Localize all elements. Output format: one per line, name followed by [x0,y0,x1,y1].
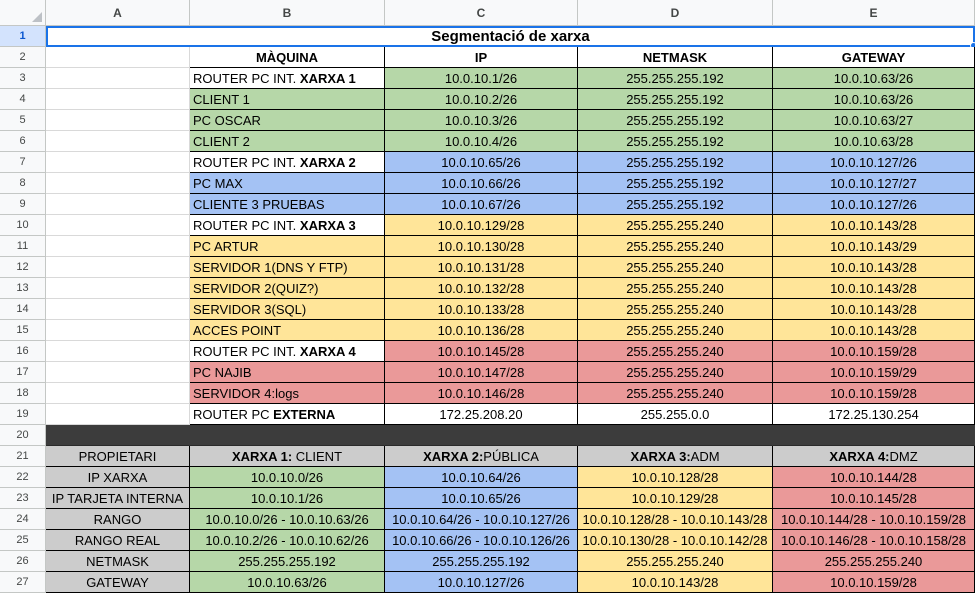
machine-gateway: 10.0.10.63/27 [833,112,914,128]
machine-name: CLIENT 1 [193,91,250,107]
machine-name-cell[interactable] [190,236,385,257]
summary-value-cell[interactable] [773,488,975,509]
separator-cell[interactable] [385,425,578,446]
summary-value-cell[interactable] [190,551,385,572]
machine-ip: 10.0.10.66/26 [441,175,521,191]
summary-row-label-cell[interactable] [46,509,190,530]
summary-value: 10.0.10.64/26 - 10.0.10.127/26 [392,511,570,527]
row-header-19[interactable]: 19 [0,404,46,425]
machine-netmask-cell[interactable] [578,341,773,362]
machine-gateway-cell[interactable] [773,152,975,173]
machine-gateway: 10.0.10.127/26 [830,196,917,212]
machine-ip-cell[interactable] [385,152,578,173]
summary-row-label: NETMASK [86,553,149,569]
machine-ip: 10.0.10.147/28 [437,364,525,380]
cell-a-empty[interactable] [46,383,190,404]
machine-ip-cell[interactable] [385,236,578,257]
machine-netmask: 255.255.255.240 [626,343,724,359]
summary-value-cell[interactable] [578,572,773,593]
network-role: ADM [690,448,720,464]
sheet-title-cell[interactable] [46,26,975,47]
summary-value-cell[interactable] [385,467,578,488]
summary-value: 10.0.10.2/26 - 10.0.10.62/26 [205,532,369,548]
machine-netmask: 255.255.255.192 [626,175,724,191]
machine-name-cell[interactable] [190,383,385,404]
network-name-bold: XARXA 1: [231,448,296,464]
table-header-cell[interactable] [578,47,773,68]
machine-netmask-cell[interactable] [578,215,773,236]
summary-row-label: RANGO REAL [74,532,161,548]
cell-a-empty[interactable] [46,278,190,299]
machine-netmask-cell[interactable] [578,173,773,194]
network-role: DMZ [889,448,918,464]
machine-ip-cell[interactable] [385,215,578,236]
machine-netmask: 255.255.255.192 [626,154,724,170]
cell-a-empty[interactable] [46,236,190,257]
summary-value-cell[interactable] [578,467,773,488]
cell-a-empty[interactable] [46,257,190,278]
machine-name: ROUTER PC INT. [193,217,300,233]
machine-name-cell[interactable] [190,68,385,89]
machine-name-bold: XARXA 2 [299,154,356,170]
summary-value-cell[interactable] [190,572,385,593]
machine-gateway-cell[interactable] [773,194,975,215]
machine-name-cell[interactable] [190,299,385,320]
table-header-cell[interactable] [190,47,385,68]
column-header-c[interactable]: C [385,0,578,26]
network-name-bold: XARXA 4: [829,448,890,464]
machine-gateway-cell[interactable] [773,383,975,404]
cell-a-empty[interactable] [46,68,190,89]
cell-a-empty[interactable] [46,152,190,173]
machine-name-cell[interactable] [190,131,385,152]
sheet-title: Segmentació de xarxa [431,28,590,45]
table-header-cell[interactable] [773,47,975,68]
machine-gateway-cell[interactable] [773,68,975,89]
machine-name: ACCES POINT [193,322,282,338]
summary-value: 10.0.10.1/26 [250,490,324,506]
row-header-1[interactable]: 1 [0,26,46,47]
summary-header-label-cell[interactable] [46,446,190,467]
row-header-4[interactable]: 4 [0,89,46,110]
machine-netmask-cell[interactable] [578,110,773,131]
machine-netmask-cell[interactable] [578,383,773,404]
machine-name: ROUTER PC INT. [193,70,300,86]
machine-gateway: 172.25.130.254 [828,406,919,422]
machine-name: ROUTER PC INT. [193,343,300,359]
select-all-corner[interactable] [0,0,46,26]
machine-gateway: 10.0.10.143/29 [830,238,917,254]
machine-name: CLIENT 2 [193,133,250,149]
machine-gateway: 10.0.10.143/28 [830,301,917,317]
machine-ip: 10.0.10.2/26 [444,91,518,107]
machine-ip-cell[interactable] [385,68,578,89]
machine-gateway-cell[interactable] [773,215,975,236]
machine-ip-cell[interactable] [385,299,578,320]
summary-value-cell[interactable] [385,551,578,572]
row-header-18[interactable]: 18 [0,383,46,404]
row-header-26[interactable]: 26 [0,551,46,572]
summary-value: 10.0.10.0/26 [250,469,324,485]
machine-gateway-cell[interactable] [773,131,975,152]
summary-value: 255.255.255.240 [824,553,923,569]
machine-ip: 10.0.10.132/28 [437,280,525,296]
machine-netmask: 255.255.255.240 [626,259,724,275]
machine-netmask: 255.255.255.192 [626,196,724,212]
network-role: PÚBLICA [483,448,539,464]
machine-netmask-cell[interactable] [578,362,773,383]
select-all-icon [32,12,42,22]
machine-gateway: 10.0.10.143/28 [830,322,917,338]
summary-row-label: IP TARJETA INTERNA [51,490,184,506]
machine-name: PC ARTUR [193,238,259,254]
summary-value: 10.0.10.65/26 [441,490,521,506]
machine-ip-cell[interactable] [385,257,578,278]
machine-name-cell[interactable] [190,194,385,215]
machine-ip-cell[interactable] [385,362,578,383]
summary-value: 10.0.10.127/26 [437,574,525,590]
summary-value-cell[interactable] [385,530,578,551]
row-header-24[interactable]: 24 [0,509,46,530]
machine-ip-cell[interactable] [385,383,578,404]
row-header-25[interactable]: 25 [0,530,46,551]
machine-gateway: 10.0.10.159/29 [830,364,917,380]
summary-value-cell[interactable] [773,509,975,530]
machine-name-cell[interactable] [190,278,385,299]
summary-value-cell[interactable] [578,488,773,509]
separator-cell[interactable] [578,425,773,446]
machine-netmask-cell[interactable] [578,152,773,173]
summary-value-cell[interactable] [385,488,578,509]
summary-value-cell[interactable] [190,488,385,509]
machine-netmask-cell[interactable] [578,236,773,257]
row-header-15[interactable]: 15 [0,320,46,341]
machine-name: ROUTER PC INT. [193,154,300,170]
column-header-e[interactable]: E [773,0,975,26]
row-header-7[interactable]: 7 [0,152,46,173]
cell-a2[interactable] [46,47,190,68]
summary-value: 10.0.10.144/28 - 10.0.10.159/28 [780,511,967,527]
machine-ip: 10.0.10.3/26 [444,112,518,128]
machine-ip: 172.25.208.20 [439,406,523,422]
machine-netmask-cell[interactable] [578,89,773,110]
column-header-b[interactable]: B [190,0,385,26]
machine-gateway-cell[interactable] [773,236,975,257]
machine-name: PC MAX [193,175,243,191]
summary-value-cell[interactable] [385,572,578,593]
machine-netmask: 255.255.255.192 [626,133,724,149]
summary-value: 10.0.10.145/28 [830,490,917,506]
table-header-label: NETMASK [642,49,708,65]
machine-gateway-cell[interactable] [773,110,975,131]
summary-value: 255.255.255.192 [238,553,336,569]
machine-gateway: 10.0.10.143/28 [830,217,917,233]
machine-gateway: 10.0.10.159/28 [830,385,917,401]
machine-ip: 10.0.10.136/28 [437,322,525,338]
row-header-13[interactable]: 13 [0,278,46,299]
table-header-label: MÀQUINA [255,49,319,65]
machine-name: PC OSCAR [193,112,261,128]
machine-ip: 10.0.10.67/26 [441,196,521,212]
machine-netmask-cell[interactable] [578,257,773,278]
cell-a-empty[interactable] [46,404,190,425]
machine-name-cell[interactable] [190,173,385,194]
machine-netmask: 255.255.255.240 [626,217,724,233]
machine-gateway: 10.0.10.63/26 [833,91,914,107]
network-header-cell[interactable] [190,446,385,467]
machine-name-cell[interactable] [190,110,385,131]
machine-ip: 10.0.10.129/28 [437,217,525,233]
row-header-14[interactable]: 14 [0,299,46,320]
separator-cell[interactable] [773,425,975,446]
machine-netmask: 255.255.255.240 [626,280,724,296]
row-header-11[interactable]: 11 [0,236,46,257]
machine-netmask-cell[interactable] [578,194,773,215]
summary-row-label-cell[interactable] [46,572,190,593]
summary-value: 10.0.10.128/28 - 10.0.10.143/28 [582,511,768,527]
row-header-23[interactable]: 23 [0,488,46,509]
separator-cell[interactable] [190,425,385,446]
network-name-bold: XARXA 2: [423,448,484,464]
summary-value-cell[interactable] [190,467,385,488]
machine-netmask: 255.255.255.240 [626,238,724,254]
table-header-label: GATEWAY [841,49,906,65]
machine-name: SERVIDOR 2(QUIZ?) [193,280,319,296]
cell-a-empty[interactable] [46,194,190,215]
machine-ip-cell[interactable] [385,320,578,341]
row-header-17[interactable]: 17 [0,362,46,383]
cell-a-empty[interactable] [46,215,190,236]
summary-value: 10.0.10.130/28 - 10.0.10.142/28 [582,532,768,548]
summary-value-cell[interactable] [773,572,975,593]
machine-name-cell[interactable] [190,320,385,341]
summary-row-label-cell[interactable] [46,488,190,509]
machine-gateway: 10.0.10.143/28 [830,259,917,275]
machine-gateway-cell[interactable] [773,341,975,362]
machine-gateway: 10.0.10.63/28 [833,133,914,149]
machine-gateway: 10.0.10.127/26 [830,154,917,170]
row-header-16[interactable]: 16 [0,341,46,362]
machine-gateway-cell[interactable] [773,299,975,320]
machine-ip: 10.0.10.131/28 [437,259,525,275]
network-header-cell[interactable] [773,446,975,467]
machine-name-bold: XARXA 4 [299,343,356,359]
row-header-10[interactable]: 10 [0,215,46,236]
cell-a-empty[interactable] [46,299,190,320]
separator-cell[interactable] [46,425,190,446]
machine-gateway-cell[interactable] [773,257,975,278]
machine-name-cell[interactable] [190,215,385,236]
network-role: CLIENT [295,448,343,464]
machine-gateway-cell[interactable] [773,362,975,383]
row-header-9[interactable]: 9 [0,194,46,215]
summary-value-cell[interactable] [773,467,975,488]
summary-value: 10.0.10.159/28 [830,574,917,590]
machine-name-cell[interactable] [190,152,385,173]
machine-netmask-cell[interactable] [578,404,773,425]
summary-value-cell[interactable] [578,509,773,530]
machine-gateway: 10.0.10.159/28 [830,343,917,359]
table-header-cell[interactable] [385,47,578,68]
machine-netmask: 255.255.255.240 [626,385,724,401]
machine-ip-cell[interactable] [385,341,578,362]
machine-ip-cell[interactable] [385,194,578,215]
machine-netmask: 255.255.255.192 [626,70,724,86]
machine-netmask-cell[interactable] [578,278,773,299]
summary-value: 10.0.10.0/26 - 10.0.10.63/26 [205,511,369,527]
machine-netmask: 255.255.255.192 [626,112,724,128]
table-header-label: IP [474,49,488,65]
summary-value: 10.0.10.143/28 [631,574,719,590]
cell-a-empty[interactable] [46,362,190,383]
row-header-3[interactable]: 3 [0,68,46,89]
machine-gateway: 10.0.10.63/26 [833,70,914,86]
machine-ip-cell[interactable] [385,131,578,152]
summary-value: 10.0.10.146/28 - 10.0.10.158/28 [780,532,967,548]
machine-ip-cell[interactable] [385,173,578,194]
machine-name: ROUTER PC [193,406,274,422]
summary-value: 10.0.10.129/28 [631,490,719,506]
row-header-22[interactable]: 22 [0,467,46,488]
machine-ip: 10.0.10.65/26 [441,154,521,170]
row-header-5[interactable]: 5 [0,110,46,131]
summary-value-cell[interactable] [190,509,385,530]
summary-value: 10.0.10.64/26 [441,469,521,485]
machine-netmask: 255.255.255.240 [626,322,724,338]
machine-gateway-cell[interactable] [773,278,975,299]
summary-value: 10.0.10.144/28 [830,469,917,485]
machine-name: PC NAJIB [193,364,252,380]
machine-ip: 10.0.10.146/28 [437,385,525,401]
network-header-cell[interactable] [578,446,773,467]
cell-a-empty[interactable] [46,131,190,152]
machine-netmask: 255.255.255.240 [626,364,724,380]
machine-gateway: 10.0.10.143/28 [830,280,917,296]
cell-a-empty[interactable] [46,110,190,131]
machine-gateway-cell[interactable] [773,320,975,341]
cell-a-empty[interactable] [46,341,190,362]
machine-name-cell[interactable] [190,404,385,425]
summary-value: 255.255.255.192 [432,553,530,569]
machine-ip-cell[interactable] [385,110,578,131]
summary-value-cell[interactable] [578,551,773,572]
machine-name: SERVIDOR 3(SQL) [193,301,307,317]
machine-name-cell[interactable] [190,362,385,383]
machine-name-bold: XARXA 1 [299,70,356,86]
summary-row-label: RANGO [93,511,142,527]
machine-ip-cell[interactable] [385,278,578,299]
summary-header-label: PROPIETARI [78,448,157,464]
network-header-cell[interactable] [385,446,578,467]
summary-value-cell[interactable] [773,551,975,572]
machine-netmask-cell[interactable] [578,68,773,89]
summary-row-label-cell[interactable] [46,551,190,572]
summary-value: 10.0.10.66/26 - 10.0.10.126/26 [392,532,570,548]
summary-row-label: IP XARXA [87,469,148,485]
summary-value-cell[interactable] [773,530,975,551]
summary-value-cell[interactable] [578,530,773,551]
row-header-21[interactable]: 21 [0,446,46,467]
cell-a-empty[interactable] [46,89,190,110]
machine-name-cell[interactable] [190,89,385,110]
summary-value-cell[interactable] [190,530,385,551]
machine-ip-cell[interactable] [385,89,578,110]
machine-netmask-cell[interactable] [578,131,773,152]
machine-netmask: 255.255.255.240 [626,301,724,317]
column-header-a[interactable]: A [46,0,190,26]
machine-ip: 10.0.10.130/28 [437,238,525,254]
machine-name: SERVIDOR 4:logs [193,385,299,401]
machine-ip-cell[interactable] [385,404,578,425]
machine-netmask: 255.255.0.0 [640,406,710,422]
machine-name-cell[interactable] [190,341,385,362]
machine-gateway-cell[interactable] [773,404,975,425]
machine-ip: 10.0.10.4/26 [444,133,518,149]
machine-name-bold: EXTERNA [273,406,336,422]
cell-a-empty[interactable] [46,320,190,341]
machine-name: SERVIDOR 1(DNS Y FTP) [193,259,348,275]
machine-name-bold: XARXA 3 [299,217,356,233]
machine-ip: 10.0.10.133/28 [437,301,525,317]
machine-name: CLIENTE 3 PRUEBAS [193,196,325,212]
machine-name-cell[interactable] [190,257,385,278]
row-header-8[interactable]: 8 [0,173,46,194]
cell-a-empty[interactable] [46,173,190,194]
machine-netmask-cell[interactable] [578,299,773,320]
summary-value: 10.0.10.63/26 [247,574,327,590]
column-header-d[interactable]: D [578,0,773,26]
machine-gateway-cell[interactable] [773,89,975,110]
machine-netmask: 255.255.255.192 [626,91,724,107]
machine-gateway: 10.0.10.127/27 [830,175,917,191]
row-header-20[interactable]: 20 [0,425,46,446]
machine-gateway-cell[interactable] [773,173,975,194]
machine-ip: 10.0.10.1/26 [444,70,518,86]
summary-value: 10.0.10.128/28 [631,469,719,485]
summary-row-label-cell[interactable] [46,530,190,551]
summary-value: 255.255.255.240 [626,553,724,569]
row-header-6[interactable]: 6 [0,131,46,152]
row-header-2[interactable]: 2 [0,47,46,68]
row-header-12[interactable]: 12 [0,257,46,278]
machine-ip: 10.0.10.145/28 [437,343,525,359]
summary-value-cell[interactable] [385,509,578,530]
machine-netmask-cell[interactable] [578,320,773,341]
row-header-27[interactable]: 27 [0,572,46,593]
summary-row-label-cell[interactable] [46,467,190,488]
network-name-bold: XARXA 3: [630,448,691,464]
summary-row-label: GATEWAY [86,574,149,590]
